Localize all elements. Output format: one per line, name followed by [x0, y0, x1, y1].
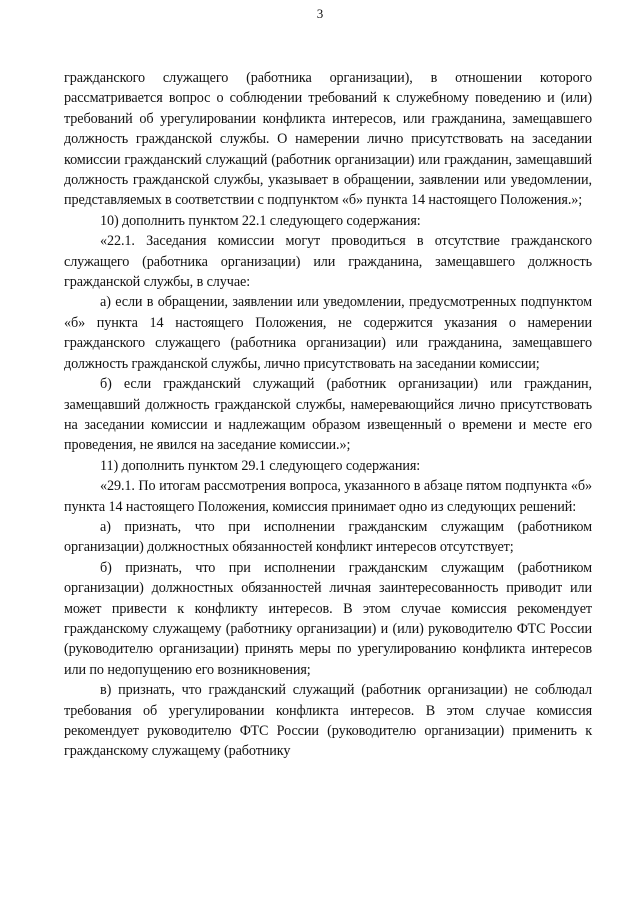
page-number: 3: [316, 6, 324, 21]
paragraph-clause-22-1: «22.1. Заседания комиссии могут проводиться в отсутствие гражданского служащего (работника организации) или гражданина, замещавшего должность гражданской службы, в случае:: [64, 233, 592, 291]
paragraph-clause-29-1: «29.1. По итогам рассмотрения вопроса, указанного в абзаце пятом подпункта «б» пункта 14 настоящего Положения, комиссия принимает одно из следующих решений:: [64, 478, 592, 515]
paragraph-item-11: 11) дополнить пунктом 29.1 следующего содержания:: [100, 457, 421, 474]
paragraph-subclause-a: а) если в обращении, заявлении или уведомлении, предусмотренных подпунктом «б» пункта 14 настоящего Положения, не содержится указания о намерении гражданского служащего (работника организации) или гражданина, замещавшего должность гражданской службы, лично присутствовать на заседании комиссии;: [64, 294, 592, 372]
paragraph-item-10: 10) дополнить пунктом 22.1 следующего содержания:: [100, 212, 421, 229]
paragraph-subclause-b: б) если гражданский служащий (работник организации) или гражданин, замещавший должность гражданской службы, намеревающийся лично присутствовать на заседании комиссии и надлежащим образом извещенный о времени и месте его проведения, не явился на заседание комиссии.»;: [64, 376, 592, 454]
paragraph-continuation: гражданского служащего (работника организации), в отношении которого рассматривается вопрос о соблюдении требований к служебному поведению и (или) требований об урегулировании конфликта интересов, или гражданина, замещавшего должность гражданской службы. О намерении лично присутствовать на заседании комиссии гражданский служащий (работник организации) или гражданин, замещавший должность гражданской службы, указывает в обращении, заявлении или уведомлении, представляемых в соответствии с подпунктом «б» пункта 14 настоящего Положения.»;: [64, 70, 592, 209]
paragraph-decision-b: б) признать, что при исполнении гражданским служащим (работником организации) должностных обязанностей личная заинтересованность приводит или может привести к конфликту интересов. В этом случае комиссия рекомендует гражданскому служащему (работнику организации) и (или) руководителю ФТС России (руководителю организации) принять меры по урегулированию конфликта интересов или по недопущению его возникновения;: [64, 559, 592, 678]
paragraph-decision-a: а) признать, что при исполнении гражданским служащим (работником организации) должностных обязанностей конфликт интересов отсутствует;: [64, 518, 592, 556]
paragraph-decision-v: в) признать, что гражданский служащий (работник организации) не соблюдал требования об урегулировании конфликта интересов. В этом случае комиссия рекомендует руководителю ФТС России (руководителю организации) применить к гражданскому служащему (работнику: [64, 682, 592, 760]
document-body: [64, 68, 592, 762]
